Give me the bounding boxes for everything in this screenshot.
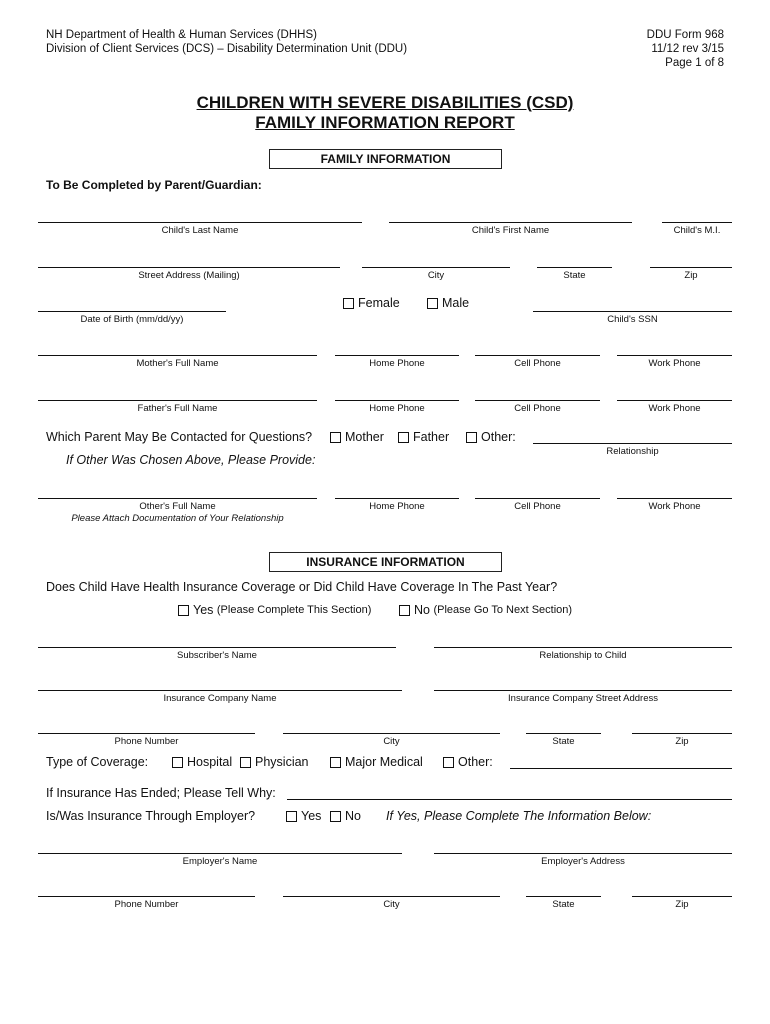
state-field[interactable] [537, 267, 612, 268]
page-title-line1: CHILDREN WITH SEVERE DISABILITIES (CSD) [196, 93, 574, 112]
coverage-other-checkbox[interactable] [443, 755, 493, 769]
coverage-no-label: No [414, 603, 430, 617]
childs-first-name-field[interactable] [389, 222, 632, 223]
employer-state-field[interactable] [526, 896, 601, 897]
other-cell-phone-field[interactable] [475, 498, 600, 499]
checkbox-box[interactable] [398, 432, 409, 443]
company-address-field[interactable] [434, 690, 732, 691]
instruction: To Be Completed by Parent/Guardian: [46, 178, 262, 192]
father-home-phone-field[interactable] [335, 400, 459, 401]
mother-label: Mother [345, 430, 384, 444]
checkbox-box[interactable] [178, 605, 189, 616]
ended-reason-field[interactable] [287, 799, 732, 800]
childs-ssn-label: Child's SSN [607, 314, 658, 325]
zip-field[interactable] [650, 267, 732, 268]
ended-question: If Insurance Has Ended; Please Tell Why: [46, 786, 276, 800]
mother-work-phone-field[interactable] [617, 355, 732, 356]
mother-home-phone-field[interactable] [335, 355, 459, 356]
employer-city-field[interactable] [283, 896, 500, 897]
coverage-yes-checkbox[interactable] [178, 603, 371, 617]
male-checkbox[interactable] [427, 296, 469, 310]
subscriber-name-label: Subscriber's Name [177, 650, 257, 661]
others-name-label: Other's Full Name [139, 501, 216, 512]
insurance-section-title: INSURANCE INFORMATION [269, 552, 502, 572]
mother-checkbox[interactable] [330, 430, 384, 444]
employer-question: Is/Was Insurance Through Employer? [46, 809, 256, 823]
insurance-city-label: City [383, 736, 400, 747]
relationship-label: Relationship [606, 446, 659, 457]
work-phone-label: Work Phone [648, 358, 701, 369]
employer-zip-field[interactable] [632, 896, 732, 897]
family-section-title: FAMILY INFORMATION [269, 149, 502, 169]
form-number: DDU Form 968 [646, 29, 724, 41]
company-name-field[interactable] [38, 690, 402, 691]
coverage-no-checkbox[interactable] [399, 603, 572, 617]
type-of-coverage-label: Type of Coverage: [46, 755, 149, 769]
female-label: Female [358, 296, 400, 310]
insurance-zip-field[interactable] [632, 733, 732, 734]
dob-field[interactable] [38, 311, 226, 312]
employer-address-field[interactable] [434, 853, 732, 854]
employer-zip-label: Zip [675, 899, 689, 910]
coverage-question: Does Child Have Health Insurance Coverage or Did Child Have Coverage In The Past Year? [46, 580, 558, 594]
father-checkbox[interactable] [398, 430, 449, 444]
childs-ssn-field[interactable] [533, 311, 732, 312]
coverage-yes-label: Yes [193, 603, 214, 617]
checkbox-box[interactable] [240, 757, 251, 768]
other-home-phone-field[interactable] [335, 498, 459, 499]
home-phone-label: Home Phone [369, 358, 425, 369]
checkbox-box[interactable] [330, 757, 341, 768]
checkbox-box[interactable] [466, 432, 477, 443]
insurance-zip-label: Zip [675, 736, 689, 747]
childs-mi-field[interactable] [662, 222, 732, 223]
department-name: NH Department of Health & Human Services (DHHS) [46, 29, 317, 41]
major-medical-label: Major Medical [345, 755, 423, 769]
company-name-label: Insurance Company Name [163, 693, 277, 704]
if-other-instruction: If Other Was Chosen Above, Please Provide: [66, 453, 316, 467]
dob-label: Date of Birth (mm/dd/yy) [80, 314, 184, 325]
other-label: Other: [481, 430, 516, 444]
relationship-to-child-label: Relationship to Child [539, 650, 627, 661]
company-address-label: Insurance Company Street Address [508, 693, 658, 704]
fathers-name-label: Father's Full Name [137, 403, 218, 414]
page-number: Page 1 of 8 [665, 57, 724, 69]
contact-question: Which Parent May Be Contacted for Questions? [46, 430, 313, 444]
mother-cell-phone-field[interactable] [475, 355, 600, 356]
zip-label: Zip [684, 270, 698, 281]
street-address-label: Street Address (Mailing) [138, 270, 240, 281]
employer-yes-checkbox[interactable] [286, 809, 321, 823]
cell-phone-label: Cell Phone [514, 358, 561, 369]
female-checkbox[interactable] [343, 296, 400, 310]
childs-first-name-label: Child's First Name [471, 225, 550, 236]
attach-doc-note: Please Attach Documentation of Your Relationship [71, 513, 284, 524]
father-work-phone-field[interactable] [617, 400, 732, 401]
checkbox-box[interactable] [343, 298, 354, 309]
work-phone-label: Work Phone [648, 501, 701, 512]
home-phone-label: Home Phone [369, 501, 425, 512]
employer-name-field[interactable] [38, 853, 402, 854]
checkbox-box[interactable] [330, 811, 341, 822]
cell-phone-label: Cell Phone [514, 501, 561, 512]
insurance-state-label: State [552, 736, 575, 747]
physician-label: Physician [255, 755, 309, 769]
employer-yes-label: Yes [301, 809, 322, 823]
father-cell-phone-field[interactable] [475, 400, 600, 401]
hospital-label: Hospital [187, 755, 233, 769]
hospital-checkbox[interactable] [172, 755, 232, 769]
employer-phone-label: Phone Number [114, 899, 179, 910]
coverage-no-note: (Please Go To Next Section) [433, 604, 573, 616]
employer-no-label: No [345, 809, 361, 823]
other-checkbox[interactable] [466, 430, 516, 444]
childs-last-name-field[interactable] [38, 222, 362, 223]
checkbox-box[interactable] [427, 298, 438, 309]
insurance-city-field[interactable] [283, 733, 500, 734]
others-name-field[interactable] [38, 498, 317, 499]
insurance-phone-label: Phone Number [114, 736, 179, 747]
city-field[interactable] [362, 267, 510, 268]
physician-checkbox[interactable] [240, 755, 309, 769]
relationship-field[interactable] [533, 443, 732, 444]
insurance-state-field[interactable] [526, 733, 601, 734]
employer-state-label: State [552, 899, 575, 910]
coverage-yes-note: (Please Complete This Section) [216, 604, 372, 616]
fathers-name-field[interactable] [38, 400, 317, 401]
checkbox-box[interactable] [286, 811, 297, 822]
employer-address-label: Employer's Address [541, 856, 625, 867]
home-phone-label: Home Phone [369, 403, 425, 414]
father-label: Father [413, 430, 450, 444]
form-revision: 11/12 rev 3/15 [651, 43, 724, 55]
employer-city-label: City [383, 899, 400, 910]
coverage-other-field[interactable] [510, 768, 732, 769]
work-phone-label: Work Phone [648, 403, 701, 414]
checkbox-box[interactable] [399, 605, 410, 616]
if-yes-instruction: If Yes, Please Complete The Information Below: [386, 809, 652, 823]
cell-phone-label: Cell Phone [514, 403, 561, 414]
subscriber-name-field[interactable] [38, 647, 396, 648]
mothers-name-field[interactable] [38, 355, 317, 356]
relationship-to-child-field[interactable] [434, 647, 732, 648]
childs-last-name-label: Child's Last Name [161, 225, 239, 236]
childs-mi-label: Child's M.I. [673, 225, 721, 236]
mothers-name-label: Mother's Full Name [136, 358, 219, 369]
major-medical-checkbox[interactable] [330, 755, 423, 769]
employer-no-checkbox[interactable] [330, 809, 361, 823]
state-label: State [563, 270, 586, 281]
employer-name-label: Employer's Name [182, 856, 258, 867]
insurance-phone-field[interactable] [38, 733, 255, 734]
employer-phone-field[interactable] [38, 896, 255, 897]
city-label: City [427, 270, 445, 281]
checkbox-box[interactable] [172, 757, 183, 768]
checkbox-box[interactable] [330, 432, 341, 443]
street-address-field[interactable] [38, 267, 340, 268]
male-label: Male [442, 296, 470, 310]
division-name: Division of Client Services (DCS) – Disability Determination Unit (DDU) [46, 43, 408, 55]
other-work-phone-field[interactable] [617, 498, 732, 499]
checkbox-box[interactable] [443, 757, 454, 768]
page-title-line2: FAMILY INFORMATION REPORT [255, 113, 515, 132]
coverage-other-label: Other: [458, 755, 493, 769]
